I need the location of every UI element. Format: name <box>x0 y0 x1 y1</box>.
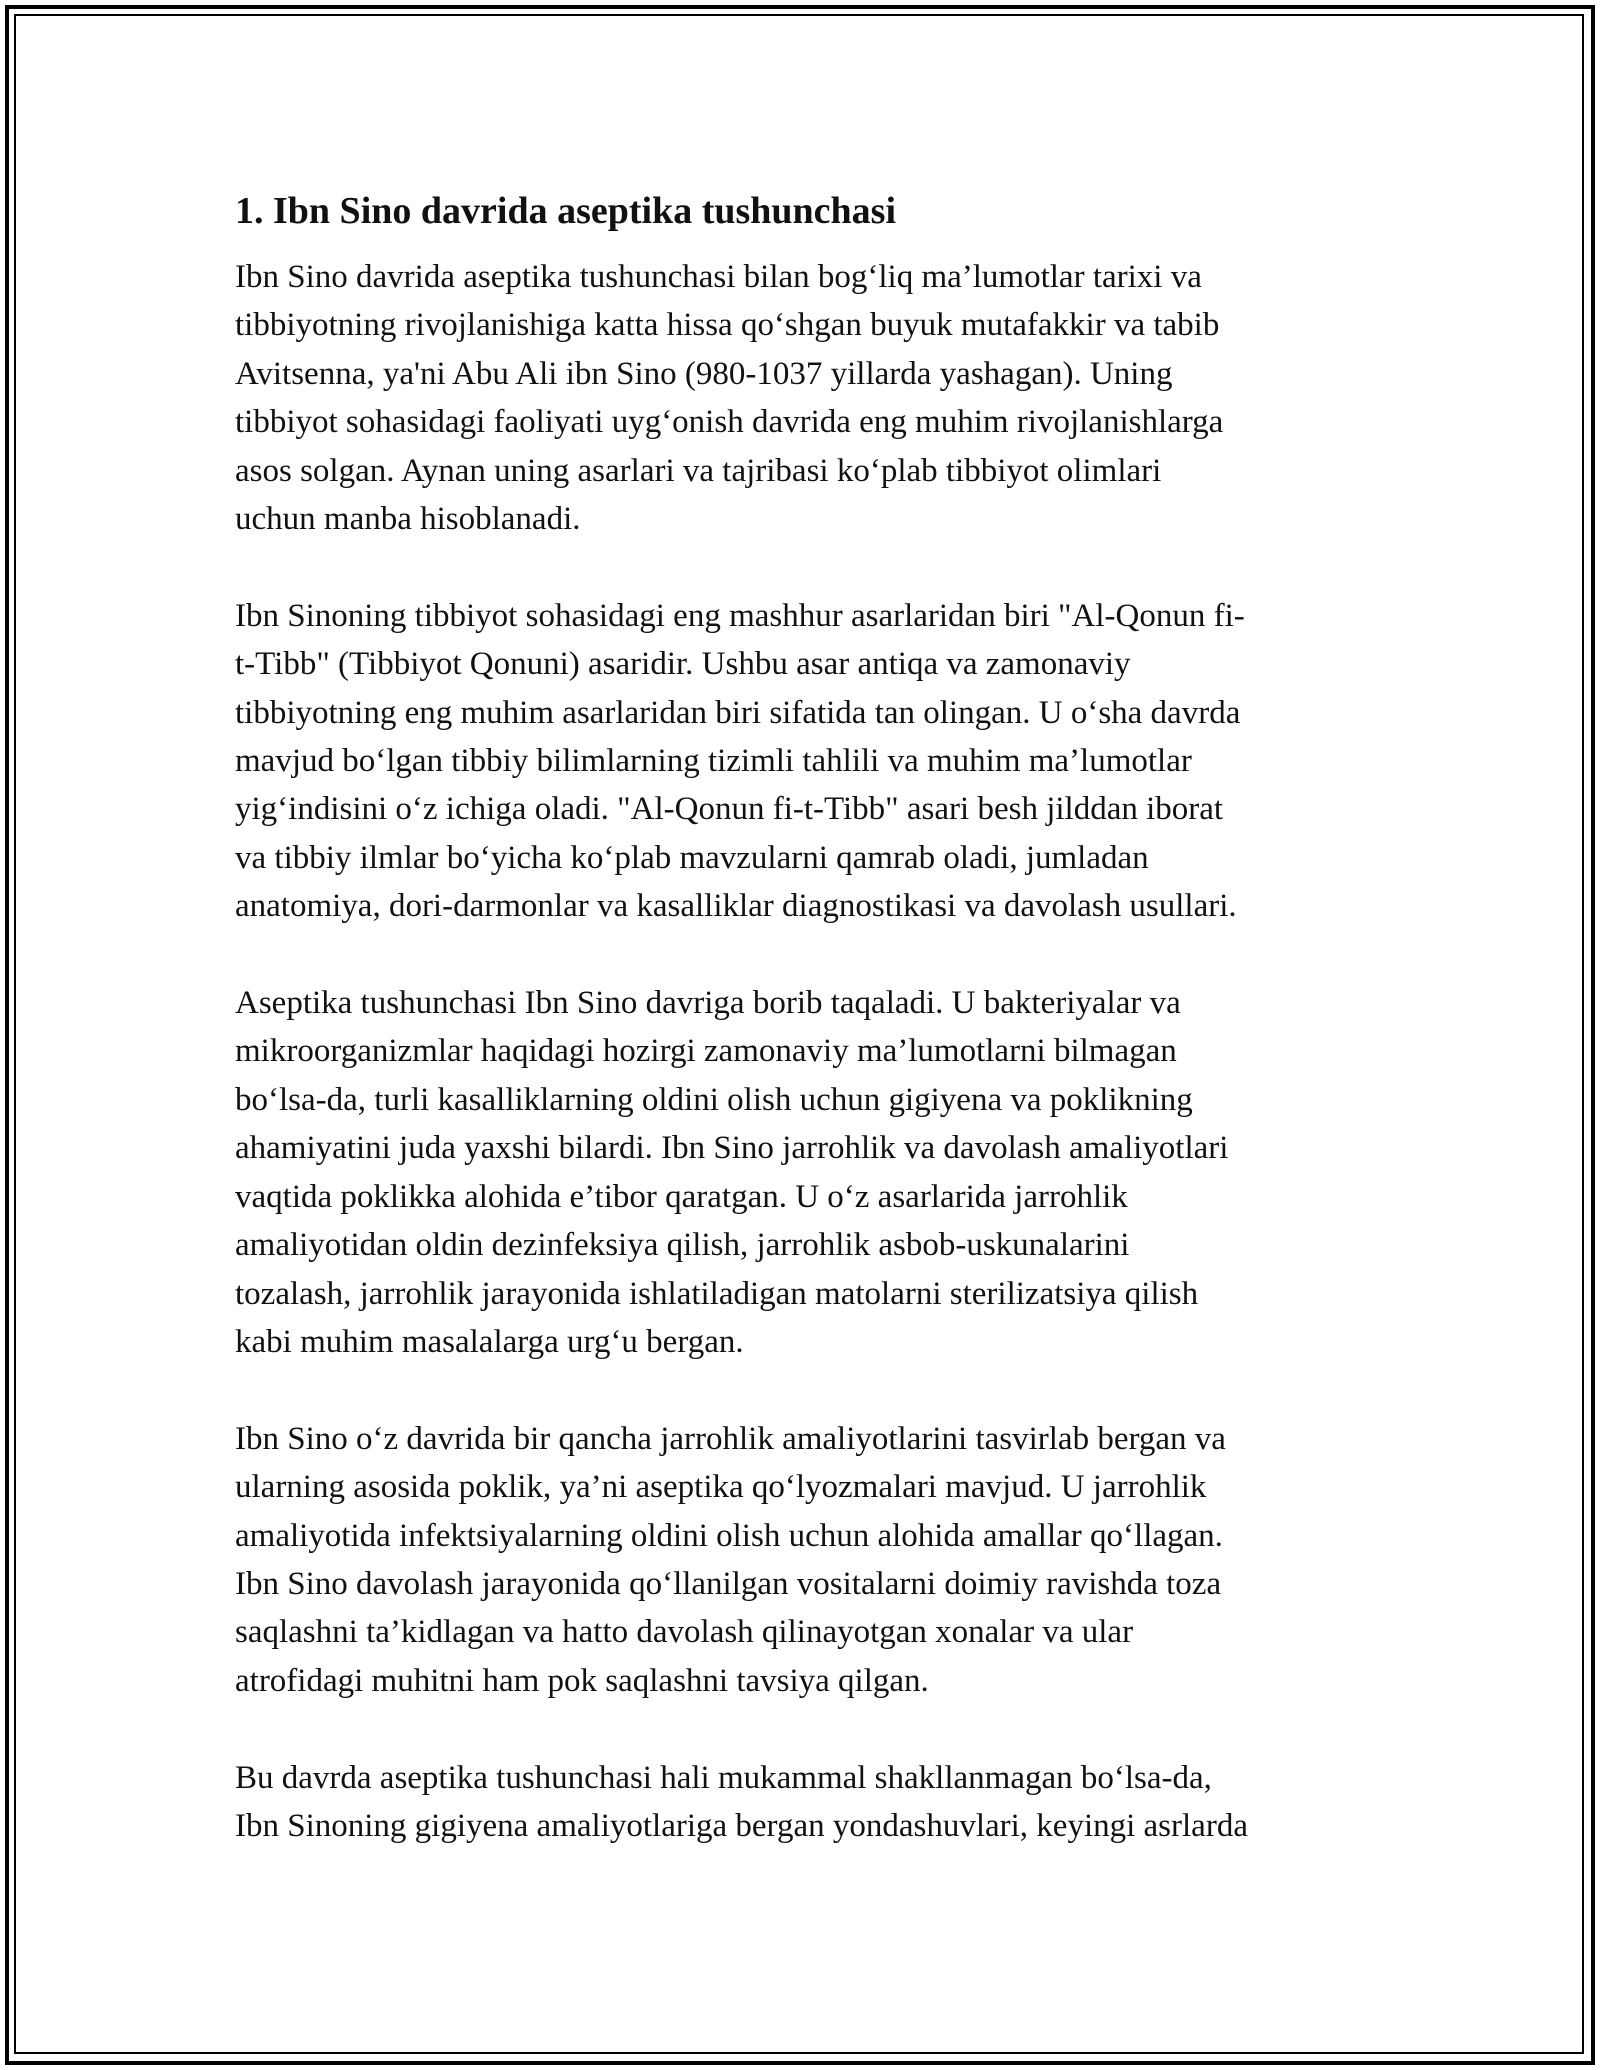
paragraph-line: mavjud bo‘lgan tibbiy bilimlarning tizimli tahlili va muhim ma’lumotlar <box>235 743 1192 780</box>
paragraph-line: Ibn Sinoning tibbiyot sohasidagi eng mashhur asarlaridan biri "Al-Qonun fi- <box>235 597 1245 634</box>
paragraph-line: kabi muhim masalalarga urg‘u bergan. <box>235 1323 744 1360</box>
paragraph-line: tibbiyotning rivojlanishiga katta hissa qo‘shgan buyuk mutafakkir va tabib <box>235 307 1220 344</box>
paragraph-line: t-Tibb" (Tibbiyot Qonuni) asaridir. Ushbu asar antiqa va zamonaviy <box>235 646 1131 683</box>
paragraph-line: asos solgan. Aynan uning asarlari va tajribasi ko‘plab tibbiyot olimlari <box>235 452 1162 489</box>
section-heading: 1. Ibn Sino davrida aseptika tushunchasi <box>235 190 897 232</box>
paragraph <box>235 592 1365 931</box>
paragraphs-container <box>235 253 1365 1850</box>
paragraph-line: Ibn Sinoning gigiyena amaliyotlariga bergan yondashuvlari, keyingi asrlarda <box>235 1807 1248 1844</box>
paragraph-line: anatomiya, dori-darmonlar va kasalliklar diagnostikasi va davolash usullari. <box>235 888 1237 925</box>
paragraph-line: Ibn Sino o‘z davrida bir qancha jarrohlik amaliyotlarini tasvirlab bergan va <box>235 1420 1226 1457</box>
paragraph-line: ularning asosida poklik, ya’ni aseptika qo‘lyozmalari mavjud. U jarrohlik <box>235 1469 1207 1506</box>
document-body <box>235 180 1365 1899</box>
paragraph-line: tibbiyot sohasidagi faoliyati uyg‘onish davrida eng muhim rivojlanishlarga <box>235 404 1224 441</box>
paragraph-line: vaqtida poklikka alohida e’tibor qaratgan. U o‘z asarlarida jarrohlik <box>235 1178 1128 1215</box>
paragraph-line: tibbiyotning eng muhim asarlaridan biri sifatida tan olingan. U o‘sha davrda <box>235 694 1241 731</box>
paragraph <box>235 1754 1365 1851</box>
paragraph-line: Ibn Sino davrida aseptika tushunchasi bilan bog‘liq ma’lumotlar tarixi va <box>235 259 1202 295</box>
paragraph-line: ahamiyatini juda yaxshi bilardi. Ibn Sino jarrohlik va davolash amaliyotlari <box>235 1130 1229 1167</box>
paragraph-line: amaliyotidan oldin dezinfeksiya qilish, jarrohlik asbob-uskunalarini <box>235 1227 1130 1264</box>
paragraph-line: atrofidagi muhitni ham pok saqlashni tavsiya qilgan. <box>235 1662 929 1699</box>
paragraph-line: bo‘lsa-da, turli kasalliklarning oldini olish uchun gigiyena va poklikning <box>235 1081 1193 1118</box>
paragraph-line: Ibn Sino davolash jarayonida qo‘llanilgan vositalarni doimiy ravishda toza <box>235 1565 1222 1602</box>
paragraph <box>235 979 1365 1366</box>
paragraph <box>235 1415 1365 1705</box>
paragraph-line: va tibbiy ilmlar bo‘yicha ko‘plab mavzularni qamrab oladi, jumladan <box>235 839 1149 876</box>
paragraph-line: mikroorganizmlar haqidagi hozirgi zamonaviy ma’lumotlarni bilmagan <box>235 1033 1177 1070</box>
paragraph-line: tozalash, jarrohlik jarayonida ishlatiladigan matolarni sterilizatsiya qilish <box>235 1275 1199 1312</box>
paragraph <box>235 253 1365 543</box>
paragraph-line: amaliyotida infektsiyalarning oldini olish uchun alohida amallar qo‘llagan. <box>235 1517 1223 1554</box>
paragraph-line: Bu davrda aseptika tushunchasi hali mukammal shakllanmagan bo‘lsa-da, <box>235 1759 1212 1796</box>
paragraph-line: Aseptika tushunchasi Ibn Sino davriga borib taqaladi. U bakteriyalar va <box>235 985 1181 1022</box>
paragraph-line: yig‘indisini o‘z ichiga oladi. "Al-Qonun fi-t-Tibb" asari besh jilddan iborat <box>235 791 1224 828</box>
paragraph-line: saqlashni ta’kidlagan va hatto davolash qilinayotgan xonalar va ular <box>235 1614 1134 1651</box>
paragraph-line: uchun manba hisoblanadi. <box>235 501 581 538</box>
paragraph-line: Avitsenna, ya'ni Abu Ali ibn Sino (980-1037 yillarda yashagan). Uning <box>235 355 1173 392</box>
